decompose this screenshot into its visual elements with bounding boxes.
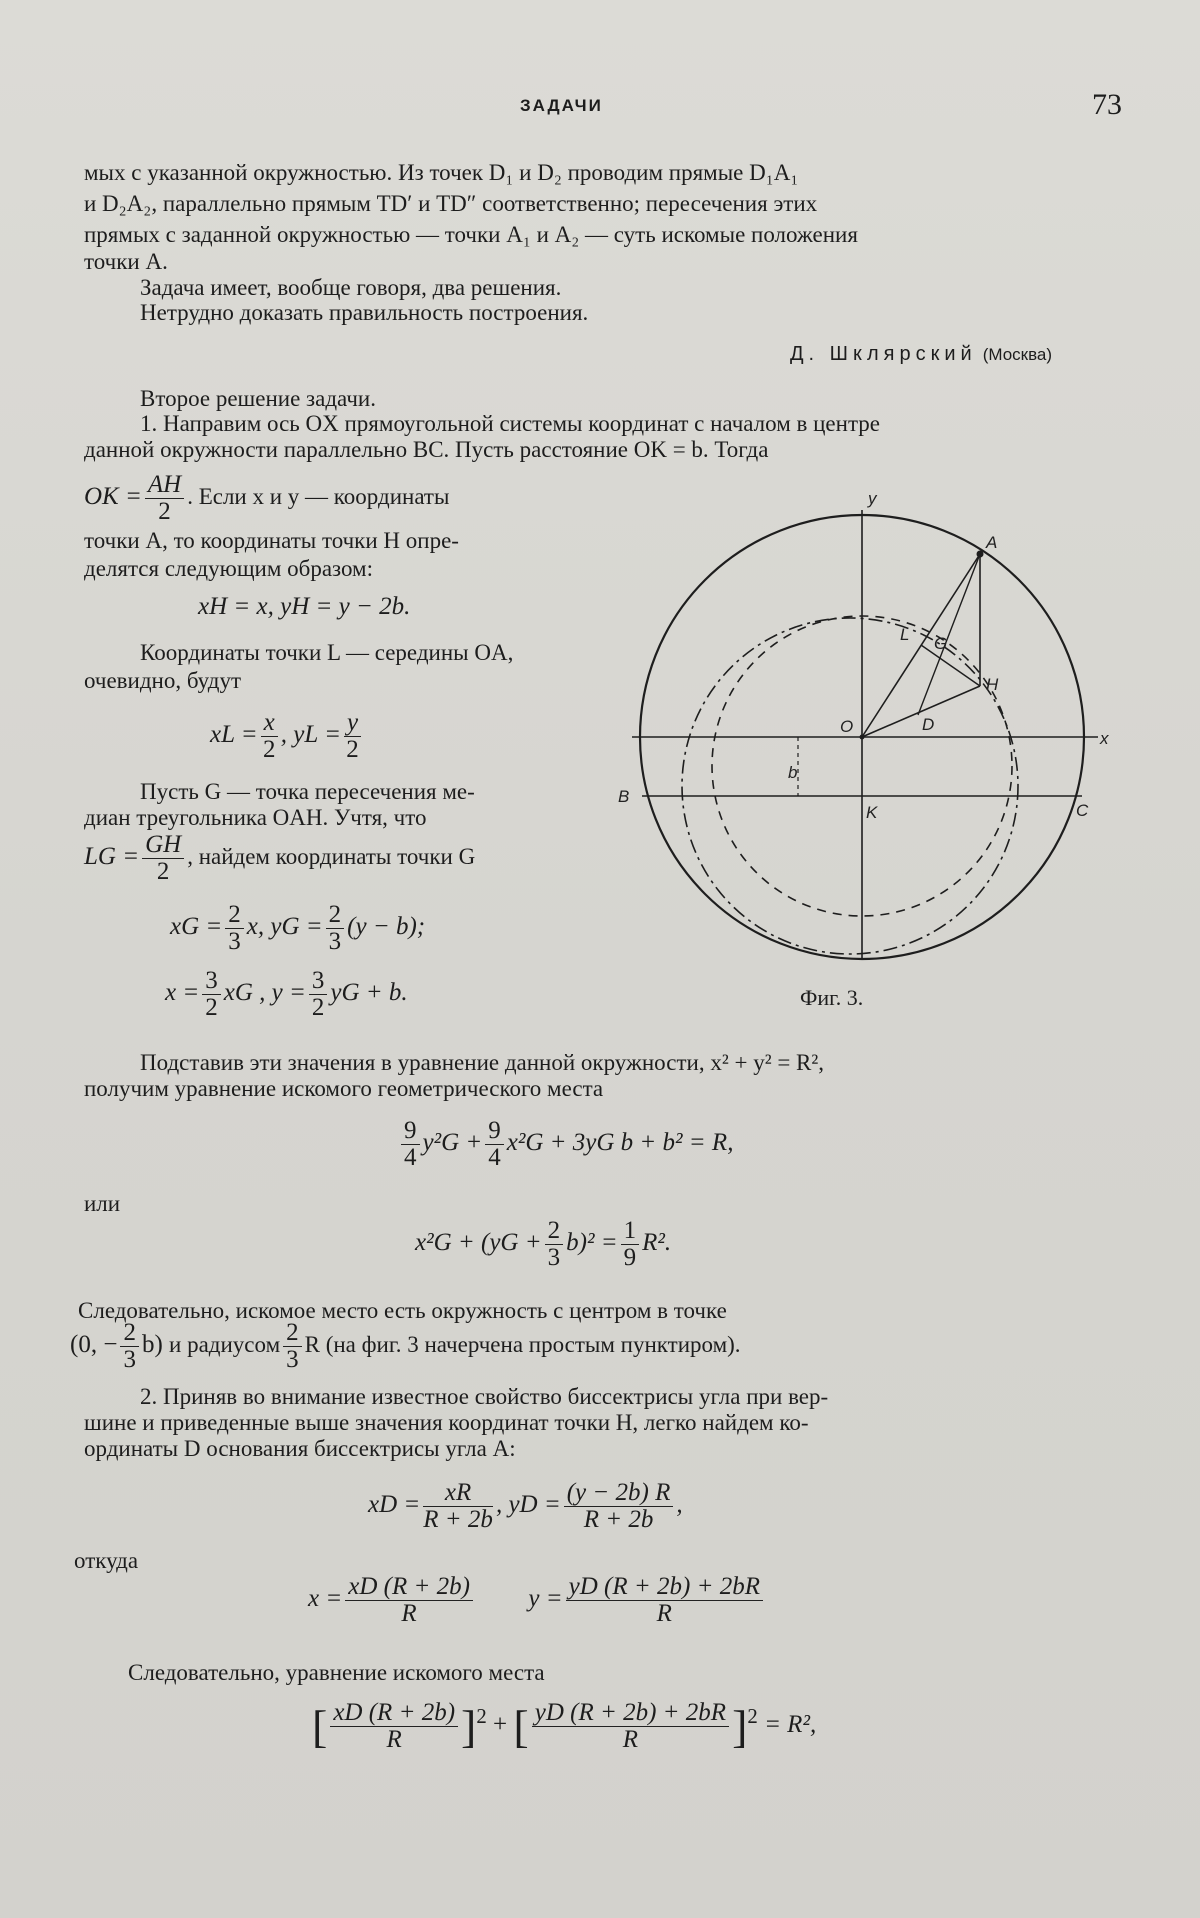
paragraph-line: и D₂A₂, параллельно прямым TD′ и TD″ соответственно; пересечения этих <box>84 191 818 216</box>
running-title: ЗАДАЧИ <box>520 96 603 115</box>
paragraph-line: Следовательно, искомое место есть окружность с центром в точке <box>78 1298 727 1323</box>
paragraph-line: делятся следующим образом: <box>84 556 374 581</box>
paragraph-line: точки A, то координаты точки H опре- <box>84 528 459 553</box>
paragraph-line: шине и приведенные выше значения координат точки H, легко найдем ко- <box>84 1410 809 1435</box>
label-b-point: B <box>618 787 630 806</box>
equation-lg: LG = $\frac{GH}{2}$ , найдем координаты точки G <box>84 831 476 885</box>
paragraph-line: диан треугольника OAH. Учтя, что <box>84 805 427 830</box>
segment-oh <box>862 686 980 737</box>
label-b-distance: b <box>788 763 798 782</box>
paragraph-line: Следовательно, уравнение искомого места <box>128 1660 545 1685</box>
equation-locus-1: $\frac{9}{4}$ y²G + $\frac{9}{4}$ x²G + 3yG b + b² = R, <box>398 1118 733 1171</box>
author-signature <box>790 343 1052 366</box>
paragraph-line: 1. Направим ось OX прямоугольной системы координат с началом в центре <box>140 411 880 436</box>
label-c: C <box>1076 801 1089 820</box>
label-h: H <box>986 675 999 694</box>
paragraph-line: Подставив эти значения в уравнение данной окружности, x² + y² = R², <box>140 1050 825 1075</box>
equation-g-coords: xG = $\frac{2}{3}$ x, yG = $\frac{2}{3}$ (y − b); <box>170 901 426 955</box>
equation-l-coords: xL = $\frac{x}{2}$ , yL = $\frac{y}{2}$ <box>210 710 364 763</box>
geometry-figure <box>600 484 1120 974</box>
label-d: D <box>922 715 935 734</box>
conclusion-line: (0, − $\frac{2}{3}$ b) и радиусом $\frac{2}{3}$ R (на фиг. 3 начерчена простым пунктиром). <box>70 1319 741 1373</box>
fraction: $\frac{AH}{2}$ <box>145 472 184 525</box>
label-y: y <box>868 489 877 508</box>
paragraph-line: ординаты D основания биссектрисы угла A: <box>84 1436 516 1461</box>
equation-inverse: x = $\frac{xD (R + 2b)}{R}$ y = $\frac{yD (R + 2b) + 2bR}{R}$ <box>308 1574 766 1627</box>
paragraph-line: получим уравнение искомого геометрического места <box>84 1076 604 1101</box>
paragraph-line: Задача имеет, вообще говоря, два решения. <box>140 275 562 300</box>
paragraph-line: Координаты точки L — середины OA, <box>140 640 514 665</box>
page-number: 73 <box>1092 88 1122 121</box>
paragraph-line: прямых с заданной окружностью — точки A₁ и A₂ — суть искомые положения <box>84 222 858 247</box>
label-l: L <box>900 625 910 644</box>
equation-h-coords: xH = x, yH = y − 2b. <box>198 593 411 620</box>
paragraph-line: или <box>84 1191 121 1216</box>
label-x: x <box>1100 729 1109 748</box>
equation-x-from-g: x = $\frac{3}{2}$ xG , y = $\frac{3}{2}$ yG + b. <box>165 967 408 1021</box>
paragraph-line: Нетрудно доказать правильность построения. <box>140 300 589 325</box>
equation-final: [ $\frac{xD (R + 2b)}{R}$ ]$^2$ + [ $\frac{yD (R + 2b) + 2bR}{R}$ ]$^2$ = R², <box>312 1699 817 1753</box>
equation-locus-2: x²G + (yG + $\frac{2}{3}$ b)² = $\frac{1}{9}$ R². <box>415 1217 672 1271</box>
section-heading: Второе решение задачи. <box>140 386 376 411</box>
paragraph-line: 2. Приняв во внимание известное свойство биссектрисы угла при вер- <box>140 1384 829 1409</box>
paragraph-line: точки A. <box>84 249 168 274</box>
label-o: O <box>840 717 854 736</box>
paragraph-line: Пусть G — точка пересечения ме- <box>140 779 475 804</box>
paragraph-line: очевидно, будут <box>84 668 241 693</box>
label-g: G <box>934 634 948 653</box>
paragraph-line: мых с указанной окружностью. Из точек D₁ и D₂ проводим прямые D₁A₁ <box>84 160 799 185</box>
label-k: K <box>866 803 878 822</box>
equation-d-coords: xD = $\frac{xR}{R + 2b}$ , yD = $\frac{(y - 2b) R}{R + 2b}$ , <box>368 1479 683 1533</box>
label-a: A <box>986 533 998 552</box>
equation-ok: OK = $\frac{AH}{2}$ . Если x и y — координаты <box>84 471 450 525</box>
paragraph-line: данной окружности параллельно BC. Пусть расстояние OK = b. Тогда <box>84 437 769 462</box>
paragraph-line: откуда <box>74 1548 139 1573</box>
point-o <box>860 735 865 740</box>
locus-circle-d <box>682 618 1018 954</box>
point-a <box>977 551 984 558</box>
figure-caption: Фиг. 3. <box>800 985 864 1010</box>
author-name: Д. Шклярский <box>790 343 977 365</box>
author-city: (Москва) <box>982 345 1053 364</box>
